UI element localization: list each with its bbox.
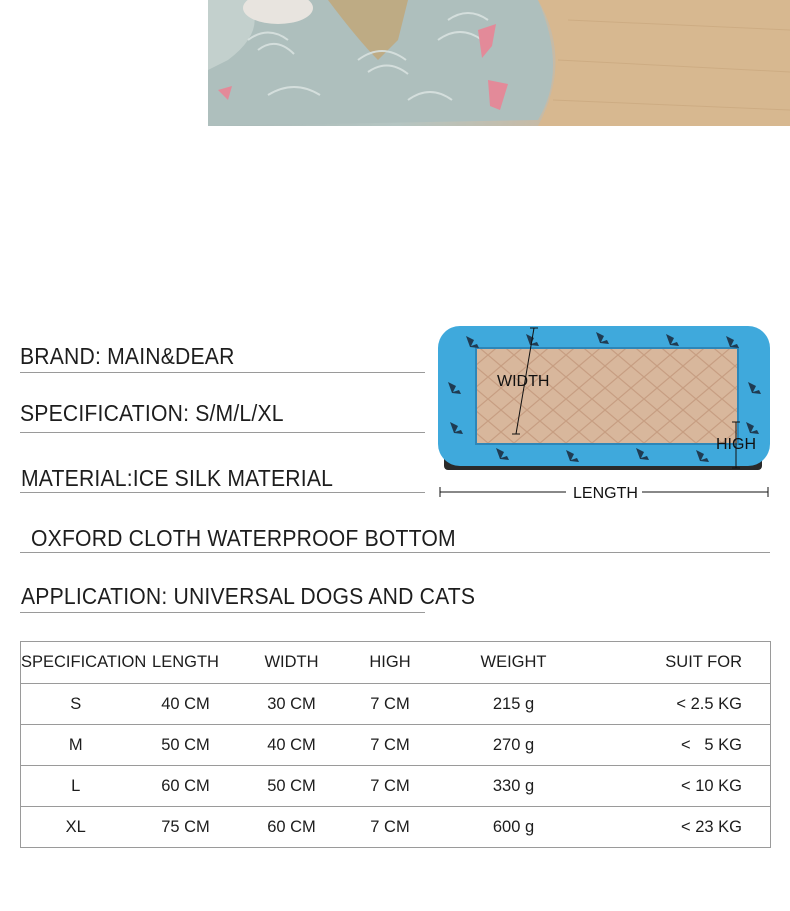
table-cell: M — [21, 725, 131, 766]
table-cell: < 10 KG — [590, 766, 771, 807]
column-header: SUIT FOR — [590, 642, 771, 684]
table-cell: XL — [21, 807, 131, 848]
column-header: SPECIFICATION — [21, 642, 131, 684]
table-cell: 30 CM — [241, 684, 343, 725]
table-header-row — [21, 642, 771, 684]
divider — [20, 372, 425, 373]
table-cell: < 2.5 KG — [590, 684, 771, 725]
table-cell: 75 CM — [131, 807, 241, 848]
width-label: WIDTH — [497, 373, 550, 390]
table-cell: 7 CM — [343, 684, 438, 725]
table-row — [21, 684, 771, 725]
material-bottom-line: OXFORD CLOTH WATERPROOF BOTTOM — [31, 525, 456, 551]
table-cell: < 23 KG — [590, 807, 771, 848]
specification-line: SPECIFICATION: S/M/L/XL — [20, 400, 284, 426]
product-photo — [208, 0, 790, 126]
pet-bed-photo-illustration — [208, 0, 790, 126]
table-row — [21, 807, 771, 848]
application-line: APPLICATION: UNIVERSAL DOGS AND CATS — [21, 583, 476, 609]
pet-bed-diagram-icon — [436, 322, 772, 502]
divider — [20, 492, 425, 493]
table-cell: 7 CM — [343, 807, 438, 848]
size-diagram — [436, 322, 772, 502]
table-row — [21, 725, 771, 766]
high-label: HIGH — [716, 436, 756, 453]
table-cell: 60 CM — [241, 807, 343, 848]
table-cell: 50 CM — [131, 725, 241, 766]
divider — [20, 612, 425, 613]
length-label: LENGTH — [573, 485, 638, 502]
table-row — [21, 766, 771, 807]
table-cell: 215 g — [438, 684, 590, 725]
divider — [20, 432, 425, 433]
table-cell: 270 g — [438, 725, 590, 766]
divider — [20, 552, 770, 553]
table-cell: 40 CM — [131, 684, 241, 725]
table-cell: 50 CM — [241, 766, 343, 807]
table-cell: L — [21, 766, 131, 807]
column-header: HIGH — [343, 642, 438, 684]
size-table — [20, 641, 771, 848]
brand-line: BRAND: MAIN&DEAR — [20, 343, 235, 369]
column-header: WEIGHT — [438, 642, 590, 684]
material-line: MATERIAL:ICE SILK MATERIAL — [21, 465, 334, 491]
table-cell: 7 CM — [343, 766, 438, 807]
table-cell: 330 g — [438, 766, 590, 807]
column-header: WIDTH — [241, 642, 343, 684]
table-cell: < 5 KG — [590, 725, 771, 766]
column-header: LENGTH — [131, 642, 241, 684]
table-cell: 60 CM — [131, 766, 241, 807]
table-cell: S — [21, 684, 131, 725]
table-cell: 40 CM — [241, 725, 343, 766]
table-cell: 600 g — [438, 807, 590, 848]
table-cell: 7 CM — [343, 725, 438, 766]
